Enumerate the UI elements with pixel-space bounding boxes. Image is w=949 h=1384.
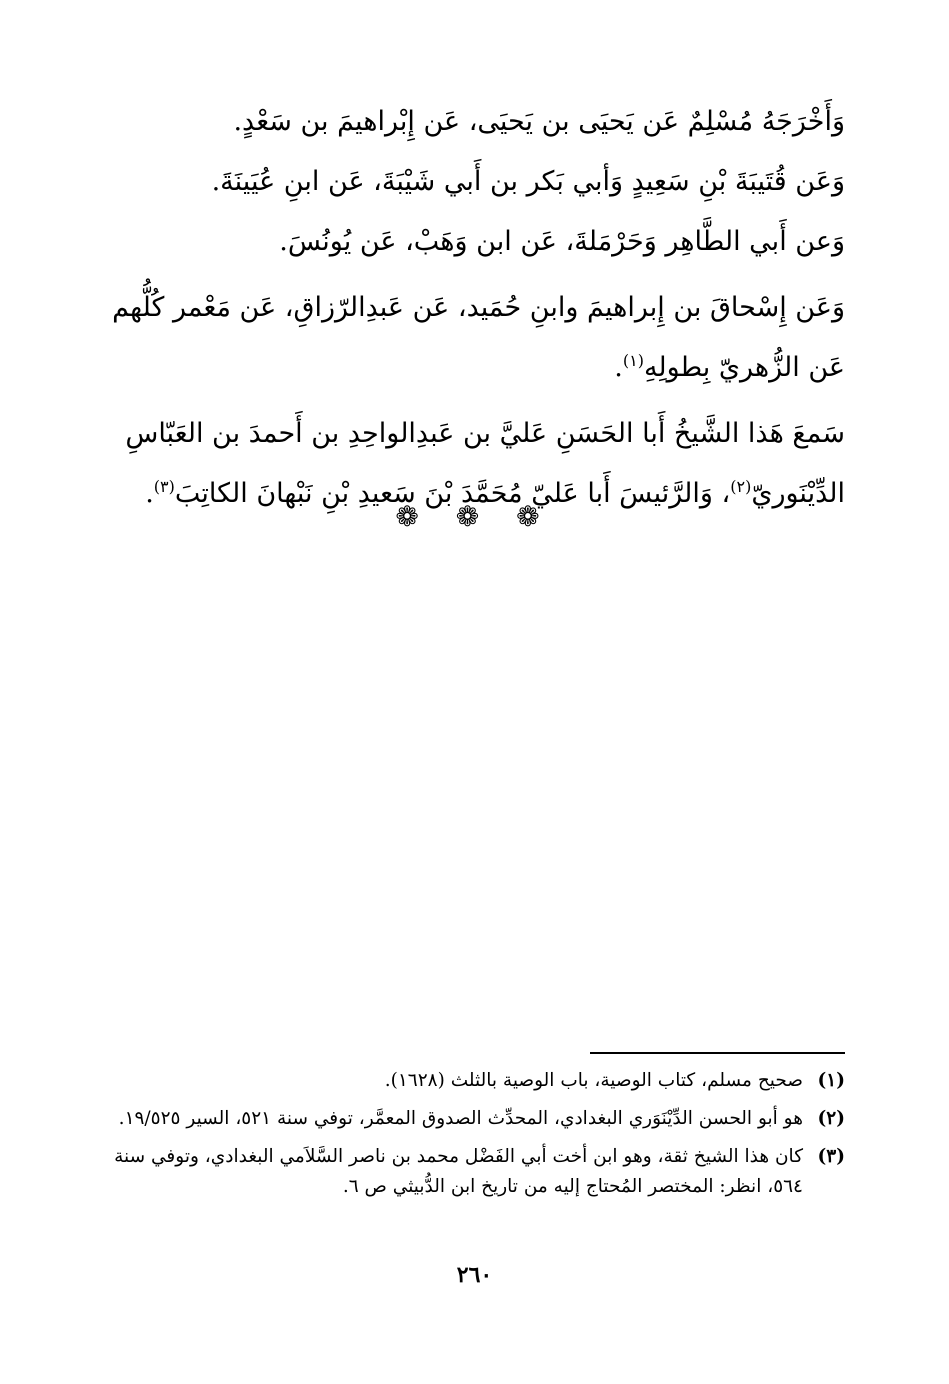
- text-line: وَأَخْرَجَهُ مُسْلِمٌ عَن يَحيَى بن يَحيَى، عَن إِبْراهيمَ بن سَعْدٍ.: [233, 106, 845, 137]
- punctuation: .: [614, 352, 623, 383]
- text-line: وَعَن قُتَيبَةَ بْنِ سَعِيدٍ وَأبي بَكر بن أَبي شَيْبَةَ، عَن ابنِ عُيَينَةَ.: [211, 166, 845, 197]
- ornament-divider: ❁ ❁ ❁: [395, 500, 554, 533]
- footnote: [90, 1104, 845, 1134]
- footnote-number: (٣): [817, 1146, 845, 1167]
- main-text: [90, 92, 845, 524]
- paragraph-text: ، وَالرَّئيسَ أَبا عَليّ مُحَمَّدَ بْنَ سَعيدِ بْنِ نَبْهانَ الكاتِبَ: [174, 478, 731, 509]
- footnote-text: كان هذا الشيخ ثقة، وهو ابن أخت أبي الفَضْل محمد بن ناصر السَّلاَمي البغدادي، وتوفي سنة ٥٦٤، انظر: المختصر المُحتاج إليه من تاريخ ابن الدُّبيثي ص ٦.: [114, 1146, 803, 1197]
- footnote-text: صحيح مسلم، كتاب الوصية، باب الوصية بالثلث (١٦٢٨).: [384, 1070, 803, 1091]
- paragraph-text: سَمعَ هَذا الشَّيخُ أَبا الحَسَنِ عَليَّ بن عَبدِالواحِدِ بن أَحمدَ بن العَبّاسِ الدِّيْنَوريّ: [125, 418, 845, 509]
- paragraph-text: وَعَن إِسْحاقَ بن إِبراهيمَ وابنِ حُمَيد، عَن عَبدِالرّزاقِ، عَن مَعْمر كُلُّهم عَن الزُّهريّ بِطولِهِ: [112, 292, 845, 383]
- footnote-number: (١): [817, 1070, 845, 1091]
- footnote-reference[interactable]: (٣): [153, 477, 175, 496]
- punctuation: .: [145, 478, 154, 509]
- footnote-reference[interactable]: (١): [622, 351, 644, 370]
- footnote-reference[interactable]: (٢): [730, 477, 752, 496]
- page-number: ٢٦٠: [456, 1262, 493, 1288]
- footnote-separator: [590, 1052, 845, 1054]
- footnote: [90, 1142, 845, 1202]
- footnote-text: هو أبو الحسن الدِّيْنَوَري البغدادي، المحدِّث الصدوق المعمَّر، توفي سنة ٥٢١، السير ١٩/٥٢٥.: [118, 1108, 803, 1129]
- footnotes: [90, 1066, 845, 1210]
- paragraph: [90, 278, 845, 398]
- footnote-number: (٢): [817, 1108, 845, 1129]
- text-line: وَعن أَبي الطَّاهِر وَحَرْمَلةَ، عَن ابن وَهَبْ، عَن يُونُسَ.: [279, 226, 845, 257]
- footnote: [90, 1066, 845, 1096]
